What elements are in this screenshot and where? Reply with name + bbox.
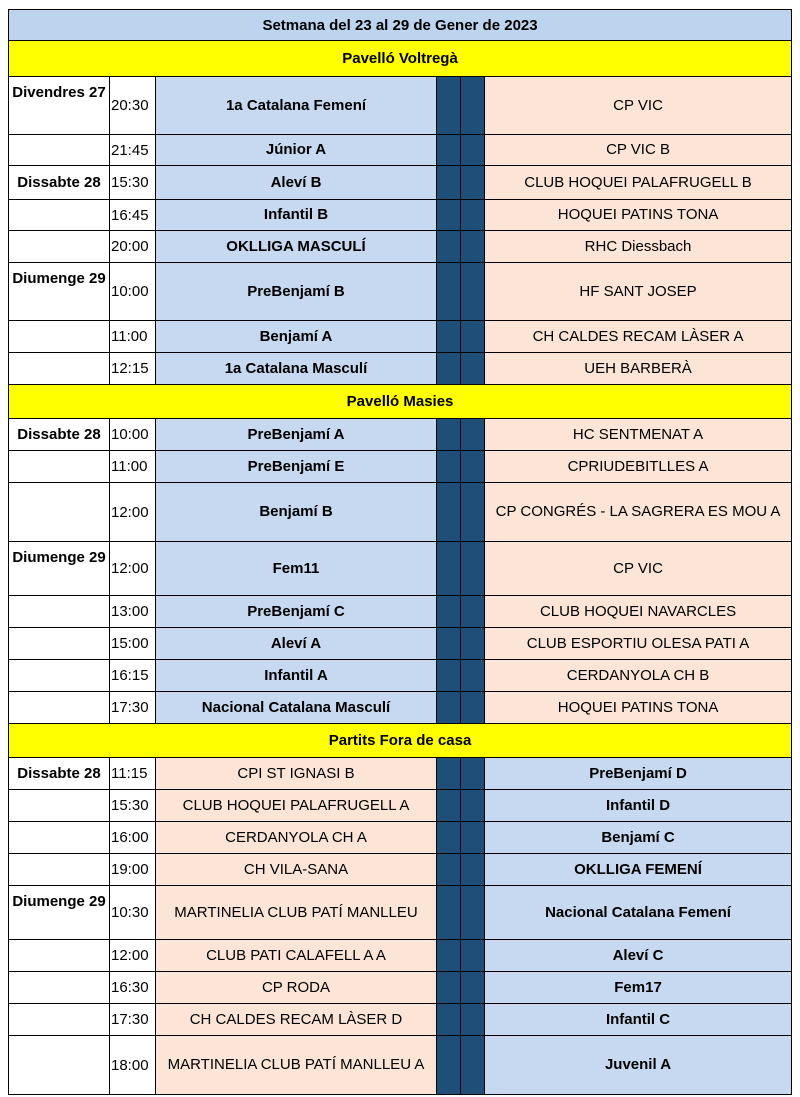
separator-cell [461,758,485,790]
opponent-team: HOQUEI PATINS TONA [485,692,792,724]
separator-cell [437,692,461,724]
match-row [9,660,792,692]
match-time: 17:30 [110,692,156,724]
match-time: 16:15 [110,660,156,692]
separator-cell [461,1004,485,1036]
home-team: Juvenil A [485,1036,792,1095]
opponent-team: CERDANYOLA CH A [156,822,437,854]
match-time: 13:00 [110,596,156,628]
match-time: 20:00 [110,231,156,263]
separator-cell [437,200,461,231]
separator-cell [461,77,485,135]
separator-cell [461,972,485,1004]
match-time: 15:30 [110,166,156,200]
day-label: Diumenge 29 [9,542,110,596]
day-label: Diumenge 29 [9,886,110,940]
section-header: Partits Fora de casa [9,724,792,758]
match-row [9,200,792,231]
match-time: 20:30 [110,77,156,135]
separator-cell [437,353,461,385]
day-cell-empty [9,451,110,483]
home-team: Fem17 [485,972,792,1004]
separator-cell [437,1036,461,1095]
home-team: PreBenjamí B [156,263,437,321]
separator-cell [461,886,485,940]
day-cell-empty [9,972,110,1004]
day-label: Dissabte 28 [9,419,110,451]
home-team: PreBenjamí A [156,419,437,451]
match-row [9,758,792,790]
day-label: Diumenge 29 [9,263,110,321]
separator-cell [461,822,485,854]
home-team: Júnior A [156,135,437,166]
day-cell-empty [9,231,110,263]
match-row [9,886,792,940]
section-header: Pavelló Voltregà [9,41,792,77]
home-team: Aleví B [156,166,437,200]
opponent-team: CLUB HOQUEI PALAFRUGELL B [485,166,792,200]
separator-cell [437,542,461,596]
separator-cell [437,77,461,135]
separator-cell [437,135,461,166]
section-row [9,385,792,419]
separator-cell [437,972,461,1004]
match-row [9,822,792,854]
separator-cell [461,483,485,542]
opponent-team: CLUB ESPORTIU OLESA PATI A [485,628,792,660]
match-row [9,542,792,596]
separator-cell [437,596,461,628]
match-row [9,263,792,321]
separator-cell [437,419,461,451]
home-team: 1a Catalana Femení [156,77,437,135]
opponent-team: CLUB HOQUEI PALAFRUGELL A [156,790,437,822]
day-cell-empty [9,321,110,353]
opponent-team: CH VILA-SANA [156,854,437,886]
match-row [9,77,792,135]
home-team: OKLLIGA MASCULÍ [156,231,437,263]
section-row [9,41,792,77]
separator-cell [437,231,461,263]
home-team: Aleví A [156,628,437,660]
separator-cell [437,628,461,660]
home-team: Benjamí C [485,822,792,854]
day-cell-empty [9,1036,110,1095]
match-time: 11:00 [110,451,156,483]
match-row [9,166,792,200]
home-team: OKLLIGA FEMENÍ [485,854,792,886]
match-time: 11:15 [110,758,156,790]
separator-cell [461,628,485,660]
home-team: PreBenjamí C [156,596,437,628]
match-row [9,628,792,660]
separator-cell [461,200,485,231]
day-label: Divendres 27 [9,77,110,135]
separator-cell [461,166,485,200]
opponent-team: CERDANYOLA CH B [485,660,792,692]
match-row [9,451,792,483]
home-team: Infantil D [485,790,792,822]
separator-cell [437,790,461,822]
match-time: 15:00 [110,628,156,660]
match-time: 16:45 [110,200,156,231]
match-time: 12:00 [110,483,156,542]
opponent-team: CPI ST IGNASI B [156,758,437,790]
section-row [9,724,792,758]
separator-cell [461,596,485,628]
separator-cell [461,135,485,166]
match-row [9,135,792,166]
home-team: Infantil C [485,1004,792,1036]
opponent-team: CPRIUDEBITLLES A [485,451,792,483]
match-row [9,940,792,972]
separator-cell [437,451,461,483]
separator-cell [461,542,485,596]
match-time: 16:00 [110,822,156,854]
schedule-title: Setmana del 23 al 29 de Gener de 2023 [9,10,792,41]
day-cell-empty [9,822,110,854]
match-row [9,419,792,451]
match-time: 15:30 [110,790,156,822]
day-cell-empty [9,353,110,385]
match-row [9,321,792,353]
match-row [9,596,792,628]
day-cell-empty [9,692,110,724]
match-row [9,231,792,263]
match-time: 10:00 [110,263,156,321]
separator-cell [461,451,485,483]
separator-cell [461,660,485,692]
match-time: 18:00 [110,1036,156,1095]
separator-cell [437,822,461,854]
separator-cell [437,166,461,200]
home-team: PreBenjamí D [485,758,792,790]
match-row [9,972,792,1004]
home-team: Benjamí B [156,483,437,542]
day-cell-empty [9,483,110,542]
opponent-team: CLUB PATI CALAFELL A A [156,940,437,972]
opponent-team: CH CALDES RECAM LÀSER D [156,1004,437,1036]
match-time: 21:45 [110,135,156,166]
match-time: 17:30 [110,1004,156,1036]
home-team: Nacional Catalana Femení [485,886,792,940]
day-cell-empty [9,200,110,231]
separator-cell [437,263,461,321]
separator-cell [461,419,485,451]
opponent-team: HF SANT JOSEP [485,263,792,321]
day-label: Dissabte 28 [9,758,110,790]
day-cell-empty [9,596,110,628]
opponent-team: MARTINELIA CLUB PATÍ MANLLEU [156,886,437,940]
day-cell-empty [9,135,110,166]
home-team: Benjamí A [156,321,437,353]
match-time: 10:30 [110,886,156,940]
separator-cell [461,263,485,321]
match-row [9,1004,792,1036]
separator-cell [461,1036,485,1095]
opponent-team: CP CONGRÉS - LA SAGRERA ES MOU A [485,483,792,542]
opponent-team: CP VIC B [485,135,792,166]
opponent-team: CP RODA [156,972,437,1004]
opponent-team: UEH BARBERÀ [485,353,792,385]
home-team: Aleví C [485,940,792,972]
match-time: 16:30 [110,972,156,1004]
match-row [9,790,792,822]
day-cell-empty [9,628,110,660]
separator-cell [437,854,461,886]
home-team: Nacional Catalana Masculí [156,692,437,724]
separator-cell [461,692,485,724]
home-team: PreBenjamí E [156,451,437,483]
schedule-sheet [8,9,791,1095]
separator-cell [461,231,485,263]
match-row [9,854,792,886]
opponent-team: HC SENTMENAT A [485,419,792,451]
separator-cell [437,660,461,692]
separator-cell [461,321,485,353]
opponent-team: CLUB HOQUEI NAVARCLES [485,596,792,628]
match-time: 12:00 [110,542,156,596]
match-time: 12:00 [110,940,156,972]
separator-cell [437,483,461,542]
opponent-team: HOQUEI PATINS TONA [485,200,792,231]
opponent-team: MARTINELIA CLUB PATÍ MANLLEU A [156,1036,437,1095]
match-row [9,692,792,724]
schedule-table [8,9,792,1095]
day-cell-empty [9,660,110,692]
day-cell-empty [9,854,110,886]
home-team: Infantil B [156,200,437,231]
home-team: 1a Catalana Masculí [156,353,437,385]
separator-cell [437,758,461,790]
match-time: 11:00 [110,321,156,353]
match-time: 10:00 [110,419,156,451]
separator-cell [461,790,485,822]
separator-cell [461,854,485,886]
match-row [9,1036,792,1095]
opponent-team: CP VIC [485,77,792,135]
day-cell-empty [9,940,110,972]
separator-cell [461,940,485,972]
opponent-team: CP VIC [485,542,792,596]
match-row [9,483,792,542]
day-cell-empty [9,1004,110,1036]
home-team: Infantil A [156,660,437,692]
opponent-team: RHC Diessbach [485,231,792,263]
match-row [9,353,792,385]
day-cell-empty [9,790,110,822]
match-time: 19:00 [110,854,156,886]
separator-cell [437,321,461,353]
home-team: Fem11 [156,542,437,596]
separator-cell [461,353,485,385]
separator-cell [437,886,461,940]
day-label: Dissabte 28 [9,166,110,200]
separator-cell [437,940,461,972]
section-header: Pavelló Masies [9,385,792,419]
opponent-team: CH CALDES RECAM LÀSER A [485,321,792,353]
separator-cell [437,1004,461,1036]
match-time: 12:15 [110,353,156,385]
